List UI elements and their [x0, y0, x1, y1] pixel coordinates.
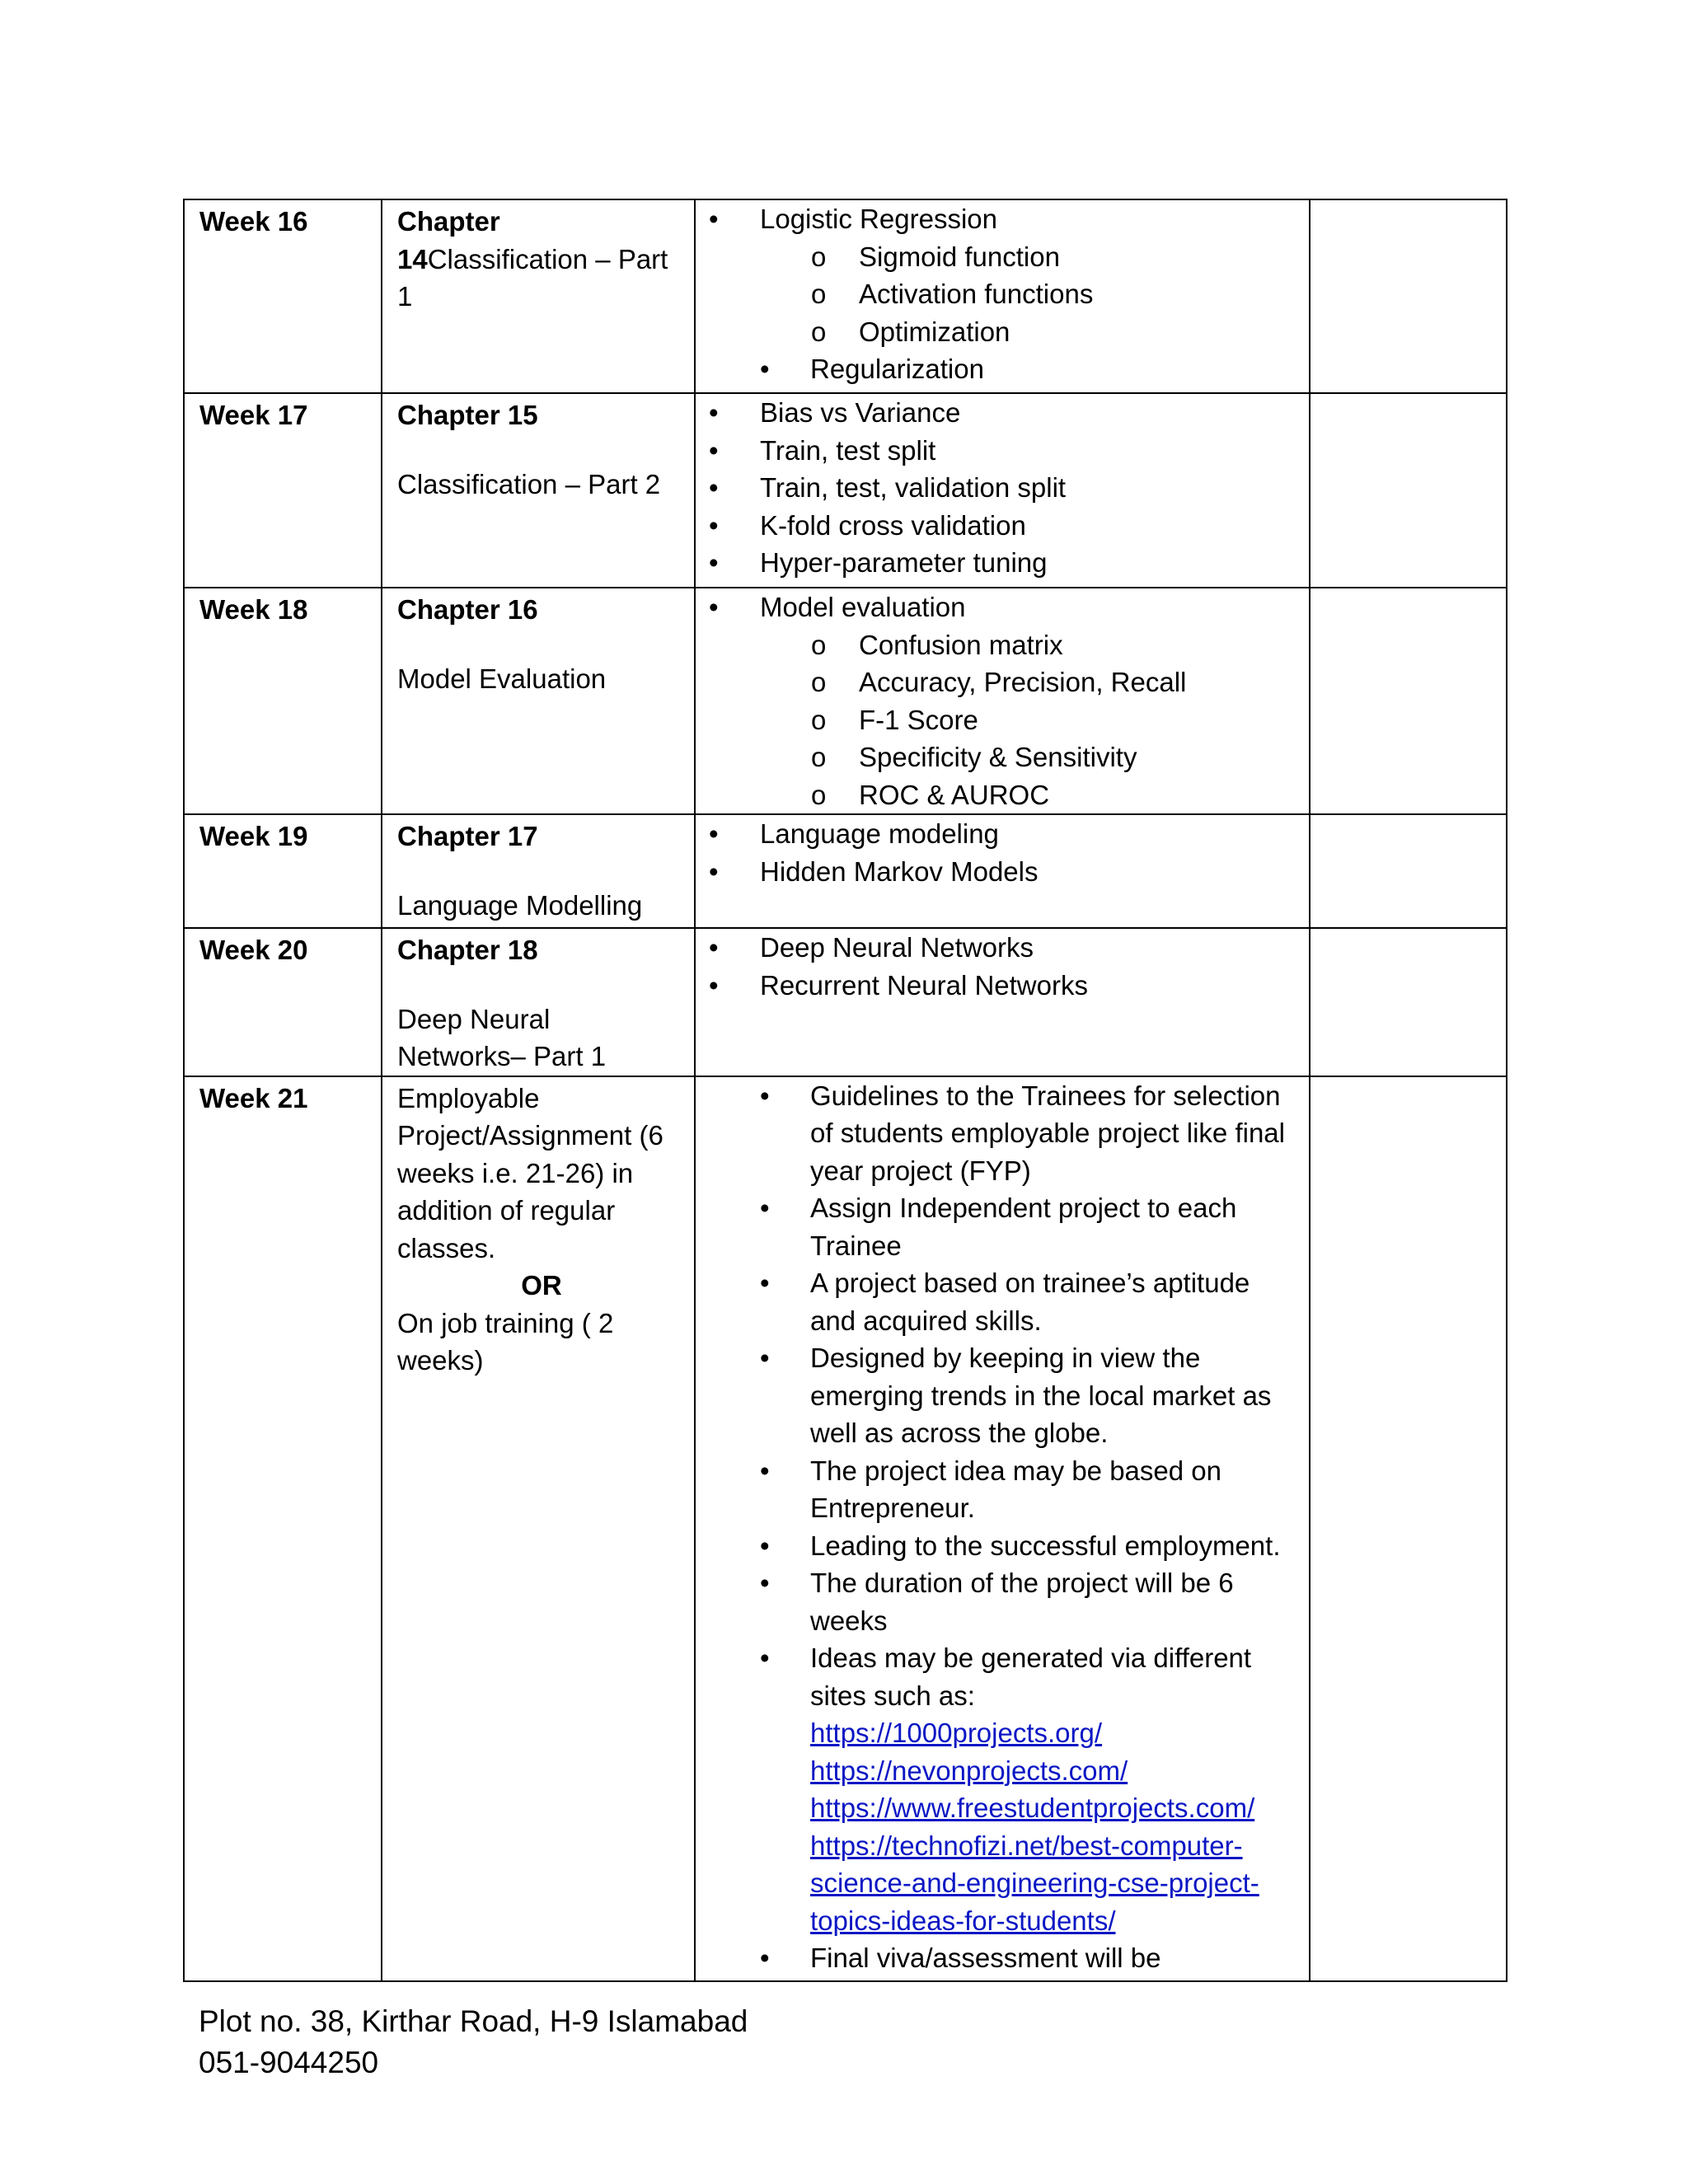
footer-address: Plot no. 38, Kirthar Road, H-9 Islamabad	[199, 2004, 748, 2038]
link-freestudentprojects[interactable]: https://www.freestudentprojects.com/	[810, 1793, 1255, 1823]
chapter-title: Model Evaluation	[397, 663, 607, 694]
notes-cell	[1310, 588, 1507, 814]
table-row	[184, 588, 1507, 814]
list-item: o Optimization	[696, 313, 1309, 351]
list-item: • Hidden Markov Models	[696, 853, 1309, 891]
week-cell: Week 17	[184, 393, 382, 588]
table-row	[184, 814, 1507, 928]
list-item: o Accuracy, Precision, Recall	[696, 663, 1309, 701]
topics-cell	[695, 814, 1310, 928]
list-item: • Recurrent Neural Networks	[696, 967, 1309, 1005]
list-item: o Sigmoid function	[696, 238, 1309, 276]
list-item: • Assign Independent project to each Trainee	[696, 1189, 1301, 1264]
footer-phone: 051-9044250	[199, 2046, 379, 2079]
list-item: • Train, test split	[696, 432, 1309, 470]
topics-cell	[695, 588, 1310, 814]
topics-cell	[695, 199, 1310, 393]
list-item: o ROC & AUROC	[696, 776, 1309, 814]
list-item: o Confusion matrix	[696, 626, 1309, 664]
topic-list	[696, 1077, 1309, 1977]
or-label: OR	[521, 1270, 562, 1301]
list-item: • The project idea may be based on Entrepreneur.	[696, 1452, 1301, 1527]
topic-list	[696, 200, 1309, 238]
chapter-cell	[382, 199, 695, 393]
notes-cell	[1310, 928, 1507, 1076]
notes-cell	[1310, 393, 1507, 588]
topic-list	[696, 815, 1309, 890]
week-cell: Week 18	[184, 588, 382, 814]
chapter-label: Chapter 15	[397, 400, 538, 430]
link-1000projects[interactable]: https://1000projects.org/	[810, 1718, 1103, 1748]
list-item	[696, 1639, 1301, 1939]
list-item: • Regularization	[696, 350, 1309, 388]
week-cell: Week 21	[184, 1076, 382, 1981]
list-item-text: Ideas may be generated via different sites such as:	[810, 1643, 1252, 1711]
footer	[199, 2001, 748, 2083]
list-item: • Guidelines to the Trainees for selection of students employable project like final year project (FYP)	[696, 1077, 1301, 1190]
list-item: • The duration of the project will be 6 weeks	[696, 1564, 1301, 1639]
chapter-cell	[382, 928, 695, 1076]
chapter-cell	[382, 393, 695, 588]
list-item: • Language modeling	[696, 815, 1309, 853]
chapter-cell	[382, 1076, 695, 1981]
notes-cell	[1310, 199, 1507, 393]
list-item: o Specificity & Sensitivity	[696, 738, 1309, 776]
chapter-cell	[382, 588, 695, 814]
topics-cell	[695, 393, 1310, 588]
subtopic-list	[696, 238, 1309, 351]
chapter-word: Chapter	[397, 206, 500, 237]
list-item: • K-fold cross validation	[696, 507, 1309, 545]
topic-list	[696, 929, 1309, 1004]
topic-list	[696, 350, 1309, 388]
list-item: • Train, test, validation split	[696, 469, 1309, 507]
week-cell: Week 20	[184, 928, 382, 1076]
list-item: • Deep Neural Networks	[696, 929, 1309, 967]
list-item: • Final viva/assessment will be	[696, 1939, 1301, 1977]
week-cell: Week 16	[184, 199, 382, 393]
chapter-cell	[382, 814, 695, 928]
topic-list	[696, 394, 1309, 582]
link-technofizi[interactable]: https://technofizi.net/best-computer-science-and-engineering-cse-project-topics-ideas-for-students/	[810, 1830, 1259, 1936]
subtopic-list	[696, 626, 1309, 814]
list-item: • Leading to the successful employment.	[696, 1527, 1301, 1565]
chapter-text: Employable Project/Assignment (6 weeks i.e. 21-26) in addition of regular classes.	[397, 1082, 663, 1263]
chapter-title: Classification – Part 2	[397, 468, 661, 499]
table-row	[184, 199, 1507, 393]
course-outline-table	[183, 199, 1507, 1982]
chapter-title: Deep Neural Networks– Part 1	[397, 1003, 607, 1071]
chapter-number: 14	[397, 243, 428, 274]
topic-list	[696, 588, 1309, 626]
topics-cell	[695, 1076, 1310, 1981]
chapter-text-2: On job training ( 2 weeks)	[397, 1307, 614, 1376]
table-row	[184, 393, 1507, 588]
table-row	[184, 928, 1507, 1076]
notes-cell	[1310, 814, 1507, 928]
list-item: • Designed by keeping in view the emerging trends in the local market as well as across the globe.	[696, 1339, 1301, 1452]
week-cell: Week 19	[184, 814, 382, 928]
list-item: • Bias vs Variance	[696, 394, 1309, 432]
topics-cell	[695, 928, 1310, 1076]
list-item: o F-1 Score	[696, 701, 1309, 739]
list-item: o Activation functions	[696, 275, 1309, 313]
list-item: • A project based on trainee’s aptitude and acquired skills.	[696, 1264, 1301, 1339]
chapter-label: Chapter 16	[397, 594, 538, 625]
chapter-title: Language Modelling	[397, 889, 643, 921]
chapter-label: Chapter 17	[397, 821, 538, 851]
list-item: • Logistic Regression	[696, 200, 1309, 238]
chapter-title: Classification – Part 1	[397, 243, 668, 312]
table-row	[184, 1076, 1507, 1981]
list-item: • Model evaluation	[696, 588, 1309, 626]
notes-cell	[1310, 1076, 1507, 1981]
list-item: • Hyper-parameter tuning	[696, 544, 1309, 582]
chapter-label: Chapter 18	[397, 935, 538, 965]
link-nevonprojects[interactable]: https://nevonprojects.com/	[810, 1755, 1128, 1786]
